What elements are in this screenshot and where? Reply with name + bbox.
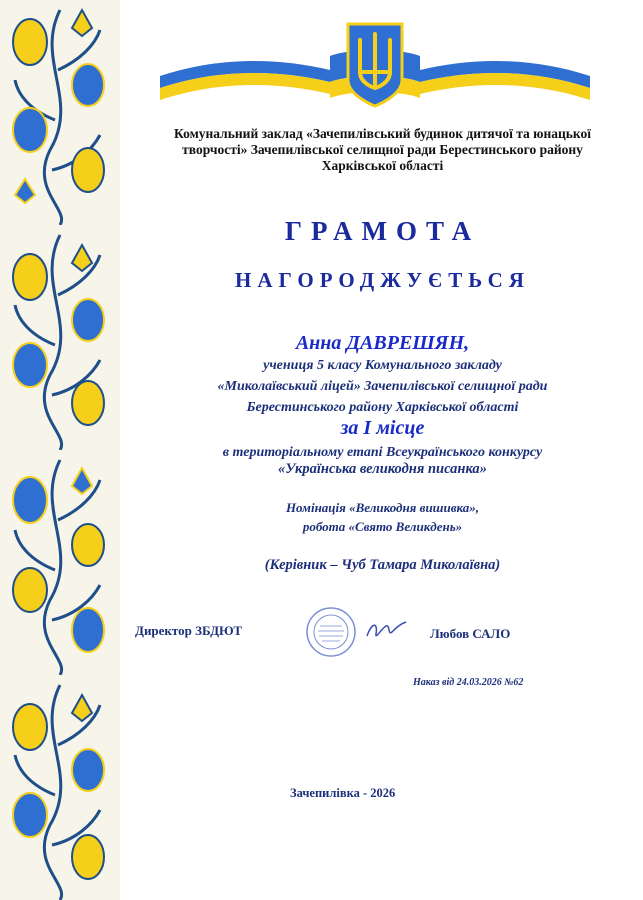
- certificate-subtitle: НАГОРОДЖУЄТЬСЯ: [235, 268, 530, 292]
- awardee-name: Анна ДАВРЕШЯН,: [295, 332, 470, 354]
- institution-line: творчості» Зачепилівської селищної ради Берестинського району: [182, 142, 583, 157]
- decorative-border: [0, 0, 120, 900]
- nomination-details: [135, 498, 630, 536]
- pysanka-ornament: [0, 675, 120, 900]
- institution-line: Харківської області: [321, 158, 444, 173]
- competition-name: «Українська великодня писанка»: [278, 461, 487, 477]
- pysanka-ornament: [0, 450, 120, 675]
- director-label: Директор ЗБДЮТ: [135, 623, 243, 638]
- pysanka-ornament: [0, 0, 120, 225]
- awardee-line: Берестинського району Харківської області: [246, 400, 519, 415]
- flag-ribbon-with-trident: [160, 18, 590, 108]
- competition-details: [135, 444, 630, 478]
- certificate-title: ГРАМОТА: [284, 216, 481, 246]
- institution-header: [135, 126, 630, 174]
- award-place: за І місце: [340, 417, 425, 439]
- place-year-footer: Зачепилівка - 2026: [290, 786, 396, 800]
- competition-line: в територіальному етапі Всеукраїнського конкурсу: [222, 445, 543, 460]
- awardee-line: учениця 5 класу Комунального закладу: [263, 358, 502, 373]
- director-name: Любов САЛО: [430, 626, 511, 641]
- order-reference: Наказ від 24.03.2026 №62: [413, 677, 524, 688]
- director-signature: [364, 616, 408, 644]
- official-stamp: [305, 606, 357, 658]
- work-title-line: робота «Свято Великдень»: [302, 519, 463, 534]
- supervisor-line: (Керівник – Чуб Тамара Миколаївна): [264, 557, 501, 573]
- pysanka-ornament: [0, 225, 120, 450]
- awardee-line: «Миколаївський ліцей» Зачепилівської селищної ради: [217, 379, 548, 394]
- awardee-details: [135, 355, 630, 418]
- nomination-line: Номінація «Великодня вишивка»,: [285, 500, 480, 515]
- institution-line: Комунальний заклад «Зачепилівський будинок дитячої та юнацької: [173, 126, 592, 141]
